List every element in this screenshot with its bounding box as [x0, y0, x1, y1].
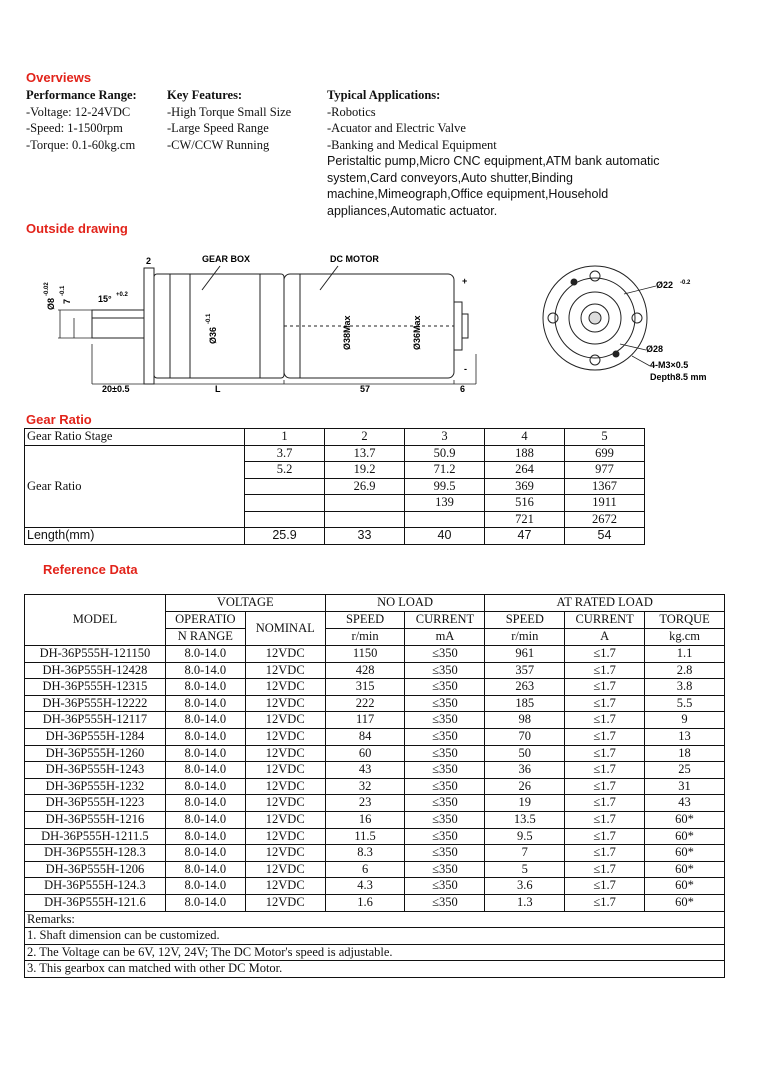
ratio-cell: 5.2 [245, 462, 325, 479]
ratio-cell: 139 [405, 495, 485, 512]
no-load-speed-cell: 6 [325, 861, 405, 878]
ratio-cell: 1367 [565, 478, 645, 495]
ratio-cell: 99.5 [405, 478, 485, 495]
rated-current-cell: ≤1.7 [565, 679, 645, 696]
nominal-cell: 12VDC [245, 828, 325, 845]
application-item: -Banking and Medical Equipment [327, 137, 497, 152]
rated-speed-cell: 185 [485, 695, 565, 712]
rated-current-cell: ≤1.7 [565, 712, 645, 729]
flat-length-tolerance: +0.2 [116, 292, 128, 298]
reference-rows [25, 646, 725, 912]
table-row [25, 861, 725, 878]
no-load-speed-cell: 43 [325, 762, 405, 779]
ratio-cell: 977 [565, 462, 645, 479]
outside-drawing-heading: Outside drawing [26, 221, 128, 236]
voltage-header: VOLTAGE [165, 595, 325, 612]
model-cell: DH-36P555H-1206 [25, 861, 166, 878]
no-load-current-cell: ≤350 [405, 679, 485, 696]
performance-item: -Speed: 1-1500rpm [26, 121, 123, 135]
op-range-cell: 8.0-14.0 [165, 662, 245, 679]
shaft-diameter-tolerance: -0.02 [44, 282, 50, 296]
hole-depth-label: Depth8.5 mm [650, 372, 707, 382]
rated-current-unit: A [565, 629, 645, 646]
nominal-cell: 12VDC [245, 728, 325, 745]
key-features [167, 87, 291, 153]
nominal-header: NOMINAL [245, 612, 325, 646]
torque-cell: 60* [645, 811, 725, 828]
no-load-speed-cell: 1.6 [325, 894, 405, 911]
torque-cell: 60* [645, 894, 725, 911]
length-cell: 40 [405, 528, 485, 545]
table-row [25, 679, 725, 696]
pilot-diameter-label: Ø22 [656, 280, 674, 290]
gear-stage-row [25, 429, 645, 446]
rated-speed-unit: r/min [485, 629, 565, 646]
ratio-cell: 13.7 [325, 445, 405, 462]
reference-data-table [24, 594, 725, 978]
flat-height-tolerance: -0.1 [60, 285, 66, 296]
table-row [25, 795, 725, 812]
stage-cell: 2 [325, 429, 405, 446]
model-cell: DH-36P555H-1260 [25, 745, 166, 762]
performance-range [26, 87, 137, 153]
op-range-cell: 8.0-14.0 [165, 845, 245, 862]
remark-row [25, 961, 725, 978]
rated-speed-cell: 3.6 [485, 878, 565, 895]
ratio-cell [325, 495, 405, 512]
gear-box-label: GEAR BOX [202, 254, 251, 264]
rated-load-header: AT RATED LOAD [485, 595, 725, 612]
no-load-current-cell: ≤350 [405, 894, 485, 911]
no-load-speed-cell: 4.3 [325, 878, 405, 895]
op-range-cell: 8.0-14.0 [165, 695, 245, 712]
ratio-cell [405, 511, 485, 528]
op-range-cell: 8.0-14.0 [165, 795, 245, 812]
op-range-header: OPERATIO [165, 612, 245, 629]
motor-diameter-label: Ø36Max [412, 315, 422, 350]
ratio-cell: 369 [485, 478, 565, 495]
current-header: CURRENT [405, 612, 485, 629]
no-load-current-cell: ≤350 [405, 695, 485, 712]
application-extra: machine,Mimeograph,Office equipment,Household [327, 187, 609, 201]
table-row [25, 728, 725, 745]
rated-speed-cell: 50 [485, 745, 565, 762]
table-row [25, 845, 725, 862]
torque-cell: 5.5 [645, 695, 725, 712]
gearbox-diameter-label: Ø36 [208, 326, 218, 344]
torque-unit: kg.cm [645, 629, 725, 646]
table-row [25, 745, 725, 762]
reference-data-heading: Reference Data [43, 562, 138, 577]
op-range-cell: 8.0-14.0 [165, 679, 245, 696]
table-row [25, 695, 725, 712]
op-range-cell: 8.0-14.0 [165, 728, 245, 745]
shaft-diameter-label: Ø8 [46, 297, 56, 310]
no-load-current-cell: ≤350 [405, 811, 485, 828]
application-extra: Peristaltic pump,Micro CNC equipment,ATM bank automatic [327, 154, 660, 168]
nominal-cell: 12VDC [245, 745, 325, 762]
rated-current-cell: ≤1.7 [565, 728, 645, 745]
rated-speed-cell: 5 [485, 861, 565, 878]
no-load-speed-cell: 23 [325, 795, 405, 812]
remark-text: 1. Shaft dimension can be customized. [25, 928, 725, 945]
nominal-cell: 12VDC [245, 795, 325, 812]
outside-drawing [20, 244, 720, 404]
motor-terminals [454, 302, 468, 350]
ratio-cell: 3.7 [245, 445, 325, 462]
gear-ratio-heading: Gear Ratio [26, 412, 92, 427]
no-load-current-cell: ≤350 [405, 728, 485, 745]
nominal-cell: 12VDC [245, 811, 325, 828]
rated-speed-cell: 9.5 [485, 828, 565, 845]
rated-current-cell: ≤1.7 [565, 778, 645, 795]
performance-item: -Voltage: 12-24VDC [26, 104, 131, 119]
speed-unit: r/min [325, 629, 405, 646]
torque-cell: 2.8 [645, 662, 725, 679]
model-cell: DH-36P555H-128.3 [25, 845, 166, 862]
no-load-speed-cell: 1150 [325, 646, 405, 663]
no-load-speed-cell: 315 [325, 679, 405, 696]
table-row [25, 878, 725, 895]
no-load-current-cell: ≤350 [405, 712, 485, 729]
length-cell: 54 [565, 528, 645, 545]
length-cell: 25.9 [245, 528, 325, 545]
mount-holes-label: 4-M3×0.5 [650, 360, 689, 370]
table-row [25, 662, 725, 679]
length-label: Length(mm) [25, 528, 245, 545]
no-load-speed-cell: 60 [325, 745, 405, 762]
performance-item: -Torque: 0.1-60kg.cm [26, 137, 136, 152]
motor-max-diameter-label: Ø38Max [342, 315, 352, 350]
gearbox-length-label: L [215, 384, 221, 394]
remark-row [25, 928, 725, 945]
no-load-speed-cell: 16 [325, 811, 405, 828]
model-cell: DH-36P555H-12222 [25, 695, 166, 712]
no-load-speed-cell: 117 [325, 712, 405, 729]
rated-speed-cell: 961 [485, 646, 565, 663]
model-cell: DH-36P555H-12428 [25, 662, 166, 679]
length-cell: 33 [325, 528, 405, 545]
dc-motor-body [284, 274, 454, 378]
front-flange [144, 268, 154, 384]
op-range-cell: 8.0-14.0 [165, 878, 245, 895]
torque-cell: 60* [645, 828, 725, 845]
rated-current-cell: ≤1.7 [565, 828, 645, 845]
bolt-circle-label: Ø28 [646, 344, 664, 354]
rated-current-cell: ≤1.7 [565, 695, 645, 712]
speed-header: SPEED [325, 612, 405, 629]
application-item: -Robotics [327, 104, 376, 119]
no-load-current-cell: ≤350 [405, 662, 485, 679]
flat-length-label: 15° [98, 294, 112, 304]
nominal-cell: 12VDC [245, 679, 325, 696]
stage-cell: 3 [405, 429, 485, 446]
ratio-cell: 71.2 [405, 462, 485, 479]
op-range-cell: 8.0-14.0 [165, 745, 245, 762]
gearbox-diameter-tolerance: -0.1 [206, 313, 212, 324]
stage-cell: 1 [245, 429, 325, 446]
nominal-cell: 12VDC [245, 646, 325, 663]
plus-terminal-label: + [462, 276, 468, 286]
model-cell: DH-36P555H-121.6 [25, 894, 166, 911]
nominal-cell: 12VDC [245, 845, 325, 862]
rated-current-cell: ≤1.7 [565, 745, 645, 762]
torque-cell: 13 [645, 728, 725, 745]
model-cell: DH-36P555H-12117 [25, 712, 166, 729]
rated-speed-cell: 26 [485, 778, 565, 795]
torque-cell: 25 [645, 762, 725, 779]
front-view [543, 266, 647, 370]
gear-ratio-table [24, 428, 645, 545]
rated-speed-cell: 7 [485, 845, 565, 862]
nominal-cell: 12VDC [245, 762, 325, 779]
remark-text: 3. This gearbox can matched with other DC Motor. [25, 961, 725, 978]
features-heading: Key Features: [167, 88, 243, 102]
ratio-cell: 721 [485, 511, 565, 528]
op-range-cell: 8.0-14.0 [165, 712, 245, 729]
rated-current-cell: ≤1.7 [565, 811, 645, 828]
rated-speed-cell: 13.5 [485, 811, 565, 828]
op-range-cell: 8.0-14.0 [165, 828, 245, 845]
nominal-cell: 12VDC [245, 778, 325, 795]
gear-box-body [154, 274, 284, 378]
length-cell: 47 [485, 528, 565, 545]
ratio-cell: 264 [485, 462, 565, 479]
rated-current-header: CURRENT [565, 612, 645, 629]
rated-current-cell: ≤1.7 [565, 845, 645, 862]
torque-cell: 1.1 [645, 646, 725, 663]
rated-speed-cell: 98 [485, 712, 565, 729]
applications-heading: Typical Applications: [327, 88, 441, 102]
rated-speed-cell: 19 [485, 795, 565, 812]
torque-cell: 60* [645, 861, 725, 878]
model-cell: DH-36P555H-1284 [25, 728, 166, 745]
model-header: MODEL [25, 595, 166, 646]
ratio-cell: 516 [485, 495, 565, 512]
application-extra: appliances,Automatic actuator. [327, 203, 498, 218]
ratio-cell: 50.9 [405, 445, 485, 462]
rated-speed-cell: 357 [485, 662, 565, 679]
no-load-speed-cell: 428 [325, 662, 405, 679]
ratio-cell: 19.2 [325, 462, 405, 479]
flange-thickness-label: 2 [146, 256, 152, 266]
no-load-speed-cell: 11.5 [325, 828, 405, 845]
nominal-cell: 12VDC [245, 712, 325, 729]
no-load-current-cell: ≤350 [405, 878, 485, 895]
remark-row [25, 944, 725, 961]
ratio-cell [245, 478, 325, 495]
op-range-cell: 8.0-14.0 [165, 861, 245, 878]
model-cell: DH-36P555H-1243 [25, 762, 166, 779]
no-load-current-cell: ≤350 [405, 745, 485, 762]
ratio-cell: 26.9 [325, 478, 405, 495]
torque-cell: 60* [645, 845, 725, 862]
dc-motor-label: DC MOTOR [330, 254, 379, 264]
rated-current-cell: ≤1.7 [565, 646, 645, 663]
op-range-header-cont: N RANGE [165, 629, 245, 646]
nominal-cell: 12VDC [245, 662, 325, 679]
ratio-cell [325, 511, 405, 528]
table-row [25, 646, 725, 663]
table-row [25, 762, 725, 779]
nominal-cell: 12VDC [245, 695, 325, 712]
no-load-current-cell: ≤350 [405, 828, 485, 845]
rated-speed-cell: 1.3 [485, 894, 565, 911]
feature-item: -High Torque Small Size [167, 104, 292, 119]
current-unit: mA [405, 629, 485, 646]
terminal-length-label: 6 [460, 384, 466, 394]
feature-item: -CW/CCW Running [167, 137, 270, 152]
table-row [25, 811, 725, 828]
ratio-row [25, 445, 645, 462]
model-cell: DH-36P555H-1232 [25, 778, 166, 795]
nominal-cell: 12VDC [245, 894, 325, 911]
remarks-label: Remarks: [25, 911, 725, 928]
op-range-cell: 8.0-14.0 [165, 778, 245, 795]
ratio-cell: 188 [485, 445, 565, 462]
feature-item: -Large Speed Range [167, 121, 269, 135]
stage-label: Gear Ratio Stage [25, 429, 245, 446]
ratio-cell: 2672 [565, 511, 645, 528]
application-extra: system,Card conveyors,Auto shutter,Binding [327, 170, 573, 185]
performance-heading: Performance Range: [26, 88, 137, 102]
model-cell: DH-36P555H-1223 [25, 795, 166, 812]
no-load-header: NO LOAD [325, 595, 485, 612]
length-row [25, 528, 645, 545]
remarks-row [25, 911, 725, 928]
no-load-current-cell: ≤350 [405, 795, 485, 812]
model-cell: DH-36P555H-1216 [25, 811, 166, 828]
stage-cell: 4 [485, 429, 565, 446]
overviews-heading: Overviews [26, 70, 92, 85]
no-load-speed-cell: 8.3 [325, 845, 405, 862]
torque-header: TORQUE [645, 612, 725, 629]
rated-current-cell: ≤1.7 [565, 762, 645, 779]
nominal-cell: 12VDC [245, 878, 325, 895]
typical-applications [327, 87, 660, 219]
op-range-cell: 8.0-14.0 [165, 646, 245, 663]
no-load-current-cell: ≤350 [405, 845, 485, 862]
no-load-speed-cell: 84 [325, 728, 405, 745]
table-row [25, 828, 725, 845]
no-load-current-cell: ≤350 [405, 646, 485, 663]
table-row [25, 778, 725, 795]
remark-text: 2. The Voltage can be 6V, 12V, 24V; The DC Motor's speed is adjustable. [25, 944, 725, 961]
model-cell: DH-36P555H-121150 [25, 646, 166, 663]
no-load-current-cell: ≤350 [405, 778, 485, 795]
op-range-cell: 8.0-14.0 [165, 762, 245, 779]
table-row [25, 894, 725, 911]
rated-speed-header: SPEED [485, 612, 565, 629]
torque-cell: 18 [645, 745, 725, 762]
pilot-diameter-tolerance: -0.2 [680, 280, 691, 286]
ratio-cell [245, 495, 325, 512]
rated-current-cell: ≤1.7 [565, 894, 645, 911]
application-item: -Acuator and Electric Valve [327, 121, 466, 135]
ratio-label: Gear Ratio [25, 445, 245, 528]
no-load-current-cell: ≤350 [405, 861, 485, 878]
nominal-cell: 12VDC [245, 861, 325, 878]
model-cell: DH-36P555H-1211.5 [25, 828, 166, 845]
rated-current-cell: ≤1.7 [565, 795, 645, 812]
ratio-cell: 1911 [565, 495, 645, 512]
table-row [25, 712, 725, 729]
minus-terminal-label: - [464, 364, 467, 374]
no-load-speed-cell: 222 [325, 695, 405, 712]
torque-cell: 60* [645, 878, 725, 895]
torque-cell: 9 [645, 712, 725, 729]
op-range-cell: 8.0-14.0 [165, 894, 245, 911]
rated-speed-cell: 70 [485, 728, 565, 745]
flat-height-label: 7 [62, 298, 72, 304]
no-load-current-cell: ≤350 [405, 762, 485, 779]
torque-cell: 43 [645, 795, 725, 812]
torque-cell: 31 [645, 778, 725, 795]
rated-speed-cell: 36 [485, 762, 565, 779]
rated-current-cell: ≤1.7 [565, 878, 645, 895]
shaft [92, 310, 144, 338]
rated-speed-cell: 263 [485, 679, 565, 696]
rated-current-cell: ≤1.7 [565, 662, 645, 679]
model-cell: DH-36P555H-124.3 [25, 878, 166, 895]
no-load-speed-cell: 32 [325, 778, 405, 795]
shaft-length-label: 20±0.5 [102, 384, 130, 394]
ratio-cell [245, 511, 325, 528]
motor-length-label: 57 [360, 384, 371, 394]
torque-cell: 3.8 [645, 679, 725, 696]
rated-current-cell: ≤1.7 [565, 861, 645, 878]
ratio-cell: 699 [565, 445, 645, 462]
op-range-cell: 8.0-14.0 [165, 811, 245, 828]
header-row [25, 595, 725, 612]
stage-cell: 5 [565, 429, 645, 446]
model-cell: DH-36P555H-12315 [25, 679, 166, 696]
